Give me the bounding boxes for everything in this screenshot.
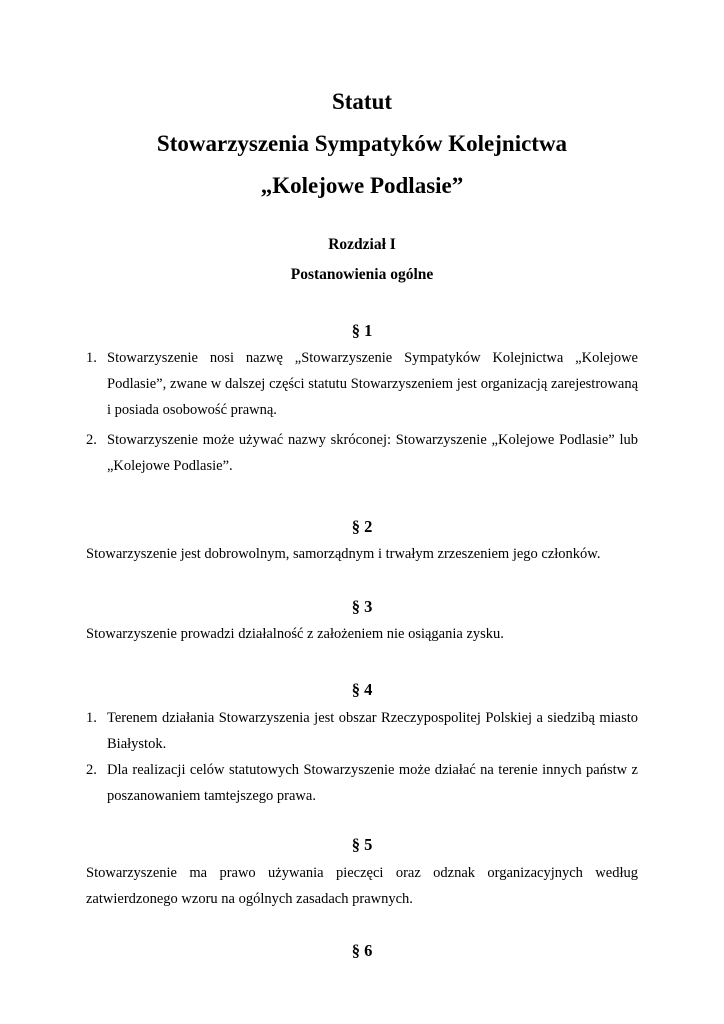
section-mark-4: § 4 <box>351 680 373 699</box>
chapter-label: Rozdział I <box>328 236 396 253</box>
section-1-item-1 <box>86 345 638 423</box>
item-number: 2. <box>86 762 97 778</box>
section-3-text: Stowarzyszenie prowadzi działalność z założeniem nie osiągania zysku. <box>86 626 504 642</box>
chapter-subtitle: Postanowienia ogólne <box>290 266 434 283</box>
section-2-text: Stowarzyszenie jest dobrowolnym, samorządnym i trwałym zrzeszeniem jego członków. <box>86 546 601 562</box>
item-text: Stowarzyszenie może używać nazwy skróconej: Stowarzyszenie „Kolejowe Podlasie” lub „Kolejowe Podlasie”. <box>107 432 638 474</box>
section-mark-5: § 5 <box>351 835 373 854</box>
item-number: 1. <box>86 710 97 726</box>
item-text: Terenem działania Stowarzyszenia jest obszar Rzeczypospolitej Polskiej a siedzibą miasto Białystok. <box>107 710 638 752</box>
section-4-item-2 <box>86 757 638 809</box>
document-title-line-2: Stowarzyszenia Sympatyków Kolejnictwa <box>156 131 568 156</box>
section-1-item-2 <box>86 427 638 479</box>
section-mark-6: § 6 <box>351 941 373 960</box>
section-mark-2: § 2 <box>351 517 373 536</box>
item-number: 2. <box>86 432 97 448</box>
section-mark-1: § 1 <box>351 321 373 340</box>
section-4-item-1 <box>86 705 638 757</box>
document-title-line-1: Statut <box>331 89 393 114</box>
item-number: 1. <box>86 350 97 366</box>
document-title-line-3: „Kolejowe Podlasie” <box>260 173 464 198</box>
section-mark-3: § 3 <box>351 597 373 616</box>
item-text: Stowarzyszenie nosi nazwę „Stowarzyszenie Sympatyków Kolejnictwa „Kolejowe Podlasie”, zwane w dalszej części statutu Stowarzyszeniem jest organizacją zarejestrowaną i posiada osobowość prawną. <box>107 350 638 418</box>
item-text: Dla realizacji celów statutowych Stowarzyszenie może działać na terenie innych państw z poszanowaniem tamtejszego prawa. <box>107 762 638 804</box>
section-5-text: Stowarzyszenie ma prawo używania pieczęci oraz odznak organizacyjnych według zatwierdzonego wzoru na ogólnych zasadach prawnych. <box>86 865 638 907</box>
